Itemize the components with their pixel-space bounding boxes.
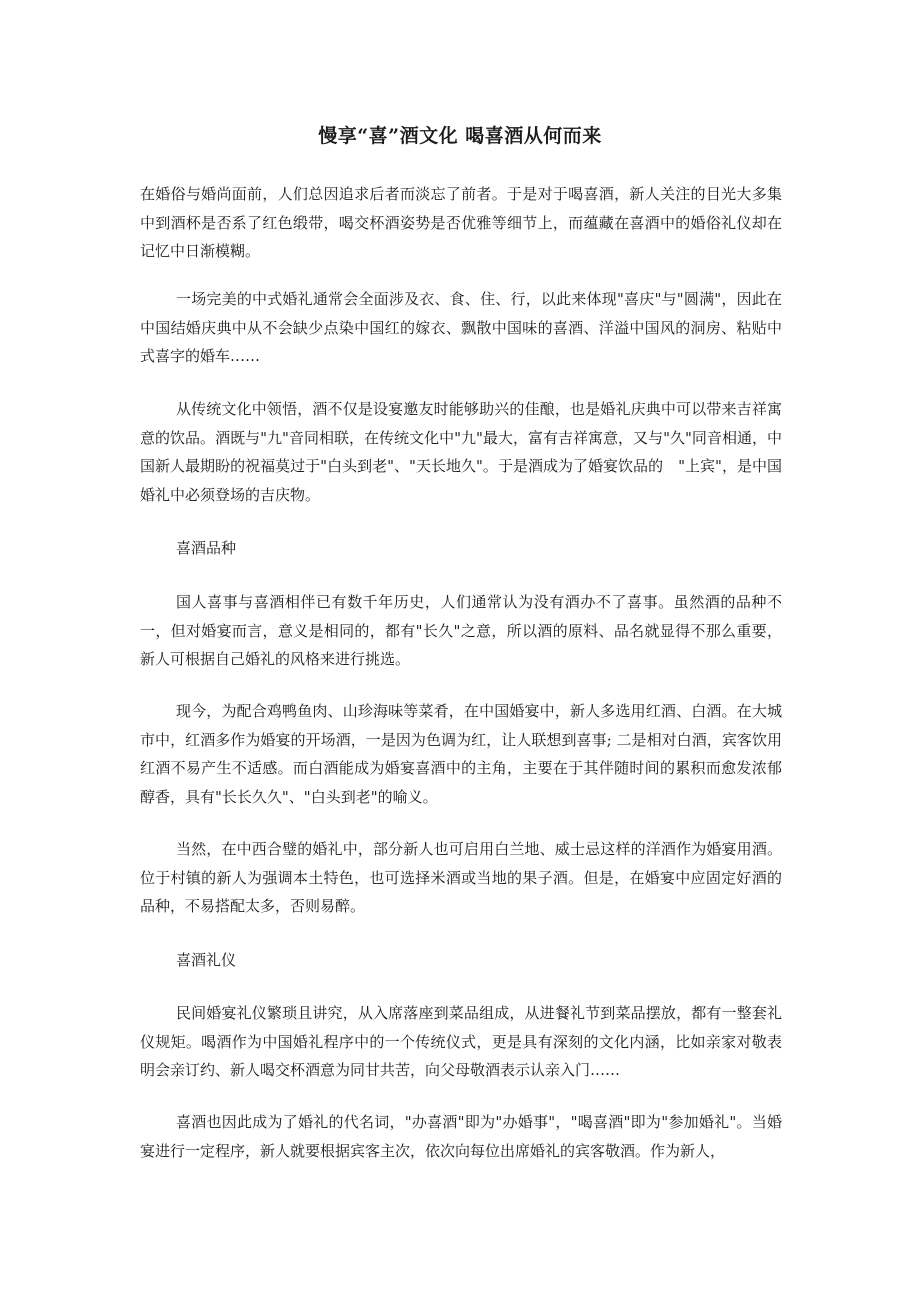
paragraph-etiquette: 民间婚宴礼仪繁琐且讲究，从入席落座到菜品组成，从进餐礼节到菜品摆放，都有一整套礼仪规矩。喝酒作为中国婚礼程序中的一个传统仪式，更是具有深刻的文化内涵，比如亲家对敬表明会亲订约、新人喝交杯酒意为同甘共苦，向父母敬酒表示认亲入门…… [140,1004,782,1079]
paragraph-varieties: 国人喜事与喜酒相伴已有数千年历史，人们通常认为没有酒办不了喜事。虽然酒的品种不一，但对婚宴而言，意义是相同的，都有"长久"之意，所以酒的原料、品名就显得不那么重要，新人可根据自己婚礼的风格来进行挑选。 [140,593,782,668]
page-title: 慢享“喜”酒文化 喝喜酒从何而来 [318,125,602,147]
section-heading-varieties: 喜酒品种 [176,539,237,557]
paragraph-red-white-wine: 现今，为配合鸡鸭鱼肉、山珍海味等菜肴，在中国婚宴中，新人多选用红酒、白酒。在大城市中，红酒多作为婚宴的开场酒，一是因为色调为红，让人联想到喜事; 二是相对白酒，宾客饮用红酒不易产生不适感。而白酒能成为婚宴喜酒中的主角，主要在于其伴随时间的累积而愈发浓郁醇香，具有"长长久久"、"白头到老"的喻义。 [140,702,782,806]
paragraph-western-liquor: 当然，在中西合璧的婚礼中，部分新人也可启用白兰地、威士忌这样的洋酒作为婚宴用酒。位于村镇的新人为强调本土特色，也可选择米酒或当地的果子酒。但是，在婚宴中应固定好酒的品种，不易搭配太多，否则易醉。 [140,840,782,915]
paragraph-intro: 在婚俗与婚尚面前，人们总因追求后者而淡忘了前者。于是对于喝喜酒，新人关注的目光大多集中到酒杯是否系了红色缎带，喝交杯酒姿势是否优雅等细节上，而蕴藏在喜酒中的婚俗礼仪却在记忆中日渐模糊。 [140,185,782,260]
paragraph-tradition: 从传统文化中领悟，酒不仅是设宴邀友时能够助兴的佳酿，也是婚礼庆典中可以带来吉祥寓意的饮品。酒既与"九"音同相联，在传统文化中"九"最大，富有吉祥寓意，又与"久"同音相通，中国新人最期盼的祝福莫过于"白头到老"、"天长地久"。于是酒成为了婚宴饮品的 "上宾"，是中国婚礼中必须登场的吉庆物。 [140,400,782,504]
paragraph-wedding-elements: 一场完美的中式婚礼通常会全面涉及衣、食、住、行，以此来体现"喜庆"与"圆满"，因此在中国结婚庆典中从不会缺少点染中国红的嫁衣、飘散中国味的喜酒、洋溢中国风的洞房、粘贴中式喜字的婚车…… [140,290,782,365]
paragraph-toasting: 喜酒也因此成为了婚礼的代名词，"办喜酒"即为"办婚事"，"喝喜酒"即为"参加婚礼"。当婚宴进行一定程序，新人就要根据宾客主次，依次向每位出席婚礼的宾客敬酒。作为新人， [140,1113,782,1160]
section-heading-etiquette: 喜酒礼仪 [176,951,237,969]
